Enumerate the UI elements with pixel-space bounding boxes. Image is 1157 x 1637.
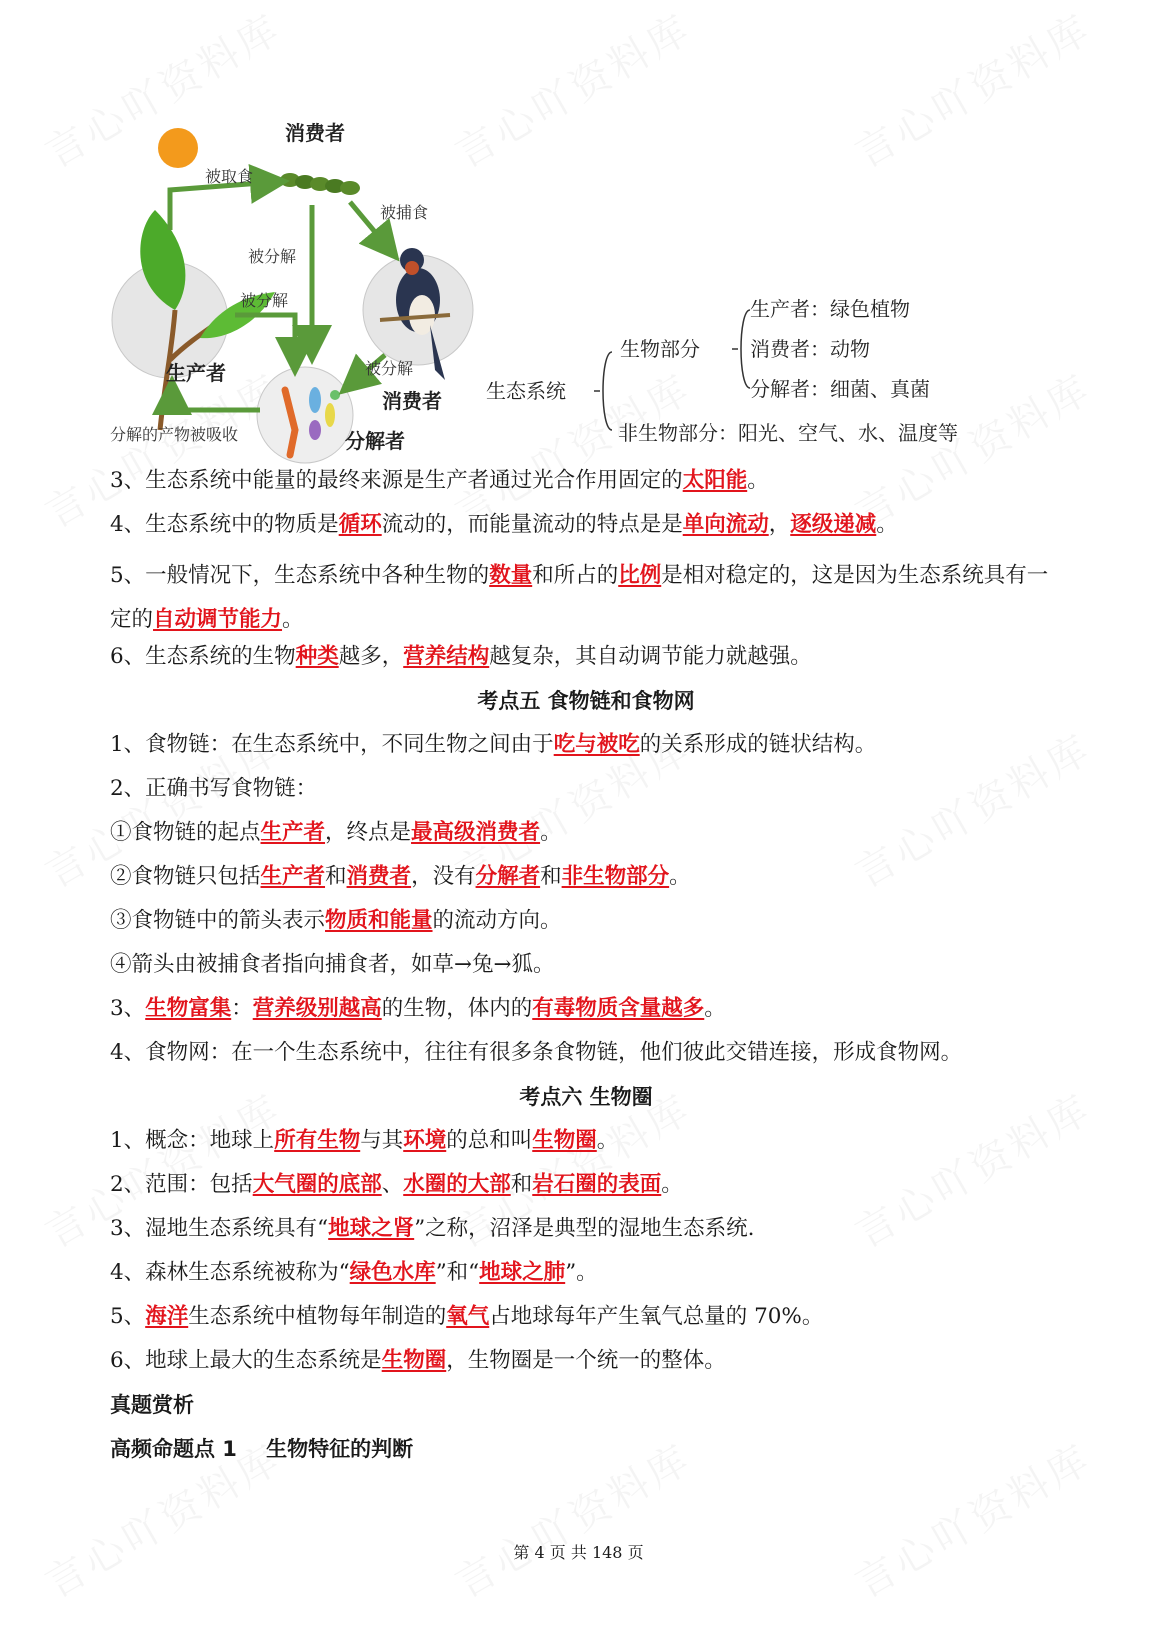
- label-preyed: 被捕食: [380, 203, 429, 222]
- label-consumer-top: 消费者: [285, 121, 345, 145]
- biosphere-2: 2、范围：包括大气圈的底部、水圈的大部和岩石圈的表面。: [110, 1172, 683, 1197]
- food-chain-4: ②食物链只包括生产者和消费者，没有分解者和非生物部分。: [110, 864, 691, 889]
- tree-root: 生态系统: [486, 379, 566, 403]
- point-5: 5、一般情况下，生态系统中各种生物的数量和所占的比例是相对稳定的，这是因为生态系统具有一定的自动调节能力。: [110, 563, 1049, 632]
- keyword: 逐级递减: [790, 512, 877, 537]
- keyword: 地球之肾: [328, 1216, 415, 1241]
- decomposer-circle: [257, 367, 353, 463]
- keyword: 岩石圈的表面: [532, 1172, 662, 1197]
- food-chain-2: 2、正确书写食物链：: [110, 776, 318, 801]
- biosphere-4: 4、森林生态系统被称为“绿色水库”和“地球之肺”。: [110, 1260, 598, 1285]
- keyword: 大气圈的底部: [252, 1172, 382, 1197]
- label-producer: 生产者: [166, 361, 226, 385]
- keyword: 种类: [295, 644, 339, 669]
- keyword: 数量: [489, 563, 533, 588]
- exam-point-heading: 高频命题点 1 生物特征的判断: [110, 1437, 414, 1461]
- caterpillar-icon: [280, 173, 360, 195]
- keyword: 有毒物质含量越多: [532, 996, 705, 1021]
- tree-producer: 生产者：绿色植物: [750, 297, 910, 321]
- keyword: 地球之肺: [479, 1260, 566, 1285]
- watermark: [843, 0, 1100, 179]
- label-decomposer: 分解者: [345, 429, 405, 453]
- tree-nonbio: 非生物部分：阳光、空气、水、温度等: [618, 421, 958, 445]
- keyword: 水圈的大部: [403, 1172, 511, 1197]
- food-chain-5: ③食物链中的箭头表示物质和能量的流动方向。: [110, 908, 562, 933]
- keyword: 自动调节能力: [153, 607, 283, 632]
- keyword: 绿色水库: [349, 1260, 436, 1285]
- keyword: 分解者: [475, 864, 541, 889]
- keyword: 吃与被吃: [553, 732, 640, 757]
- keyword: 生物富集: [145, 996, 232, 1021]
- keyword: 单向流动: [682, 512, 769, 537]
- sun-icon: [158, 128, 198, 168]
- section-heading-6: 考点六 生物圈: [519, 1085, 653, 1109]
- food-chain-6: ④箭头由被捕食者指向捕食者，如草→兔→狐。: [110, 952, 555, 977]
- biosphere-6: 6、地球上最大的生态系统是生物圈，生物圈是一个统一的整体。: [110, 1348, 726, 1373]
- food-chain-3: ①食物链的起点生产者，终点是最高级消费者。: [110, 820, 562, 845]
- keyword: 营养结构: [403, 644, 490, 669]
- section-heading-5: 考点五 食物链和食物网: [477, 689, 695, 713]
- food-chain-7: 3、生物富集：营养级别越高的生物，体内的有毒物质含量越多。: [110, 996, 726, 1021]
- arrow-absorbed: [172, 390, 260, 410]
- keyword: 生产者: [260, 820, 326, 845]
- food-chain-1: 1、食物链：在生态系统中，不同生物之间由于吃与被吃的关系形成的链状结构。: [110, 732, 877, 757]
- keyword: 生产者: [260, 864, 326, 889]
- label-decomp-1: 被分解: [248, 247, 297, 266]
- keyword: 氧气: [446, 1304, 490, 1329]
- point-6: 6、生态系统的生物种类越多，营养结构越复杂，其自动调节能力就越强。: [110, 644, 812, 669]
- tree-consumer: 消费者：动物: [750, 337, 870, 361]
- label-decomp-3: 被分解: [365, 359, 414, 378]
- label-consumer-bottom: 消费者: [382, 389, 442, 413]
- keyword: 物质和能量: [325, 908, 433, 933]
- keyword: 生物圈: [381, 1348, 447, 1373]
- keyword: 比例: [618, 563, 662, 588]
- biosphere-5: 5、海洋生态系统中植物每年制造的氧气占地球每年产生氧气总量的 70%。: [110, 1304, 824, 1329]
- ecosystem-cycle-diagram: [100, 110, 500, 480]
- point-4: 4、生态系统中的物质是循环流动的，而能量流动的特点是是单向流动，逐级递减。: [110, 512, 898, 537]
- point-3: 3、生态系统中能量的最终来源是生产者通过光合作用固定的太阳能。: [110, 468, 769, 493]
- label-eaten: 被取食: [205, 167, 254, 186]
- keyword: 最高级消费者: [411, 820, 541, 845]
- biosphere-1: 1、概念：地球上所有生物与其环境的总和叫生物圈。: [110, 1128, 619, 1153]
- keyword: 非生物部分: [561, 864, 670, 889]
- keyword: 所有生物: [274, 1128, 361, 1153]
- arrow-eaten: [170, 182, 275, 230]
- food-web: 4、食物网：在一个生态系统中，往往有很多条食物链，他们彼此交错连接，形成食物网。: [110, 1040, 963, 1065]
- ecosystem-composition-tree: [486, 290, 1060, 480]
- keyword: 消费者: [346, 864, 412, 889]
- keyword: 海洋: [145, 1304, 189, 1329]
- label-absorbed: 分解的产物被吸收: [110, 425, 239, 444]
- keyword: 太阳能: [682, 468, 748, 493]
- tree-decomposer: 分解者：细菌、真菌: [750, 377, 930, 401]
- tree-bio: 生物部分: [620, 337, 700, 361]
- biosphere-3: 3、湿地生态系统具有“地球之肾”之称，沼泽是典型的湿地生态系统.: [110, 1216, 755, 1241]
- page-footer: 第 4 页 共 148 页: [513, 1543, 644, 1562]
- keyword: 循环: [338, 512, 382, 537]
- keyword: 营养级别越高: [252, 996, 382, 1021]
- label-decomp-2: 被分解: [240, 291, 289, 310]
- exam-review-heading: 真题赏析: [110, 1393, 194, 1417]
- keyword: 环境: [403, 1128, 447, 1153]
- keyword: 生物圈: [532, 1128, 597, 1153]
